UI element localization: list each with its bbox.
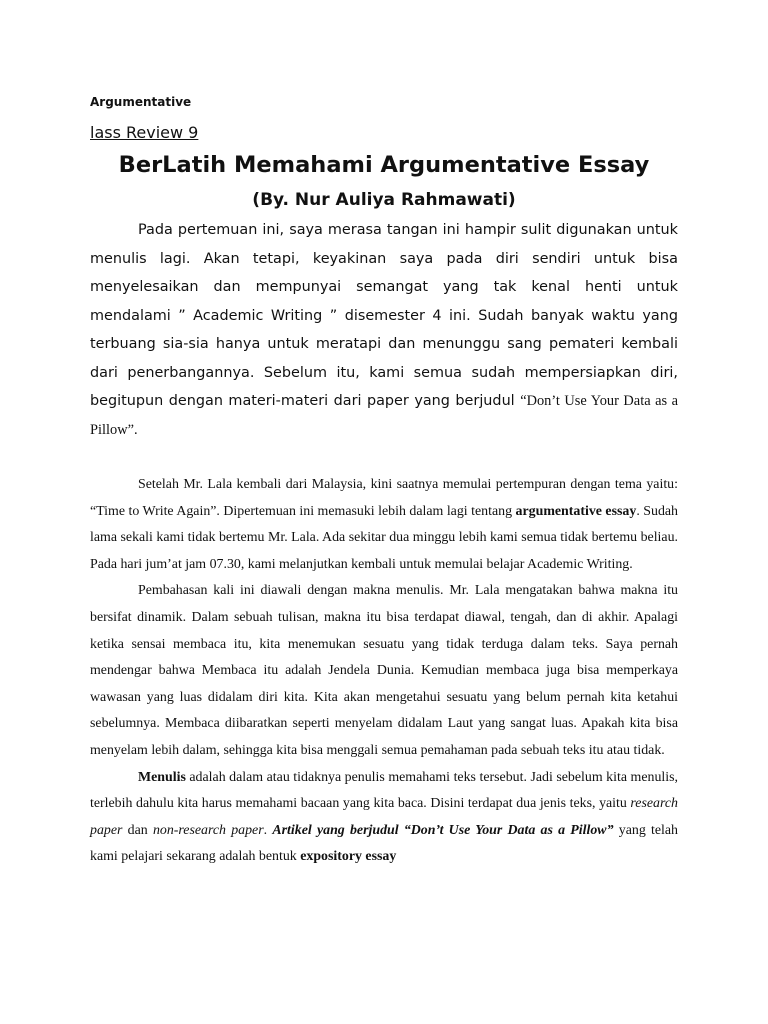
- paragraph-2: [90, 578, 678, 764]
- paragraph-3: [90, 765, 678, 871]
- document-title: BerLatih Memahami Argumentative Essay: [118, 152, 650, 178]
- intro-paragraph: [90, 216, 678, 444]
- p3-italic-research: research paper: [90, 796, 678, 838]
- p3-bold-menulis: Menulis: [138, 769, 186, 785]
- p3-italic-nonresearch: non-research paper: [152, 822, 264, 838]
- p1-text-a: Setelah Mr. Lala kembali dari Malaysia, kini saatnya memulai pertempuran dengan tema yaitu: “Time to Write Again”. Dipertemuan ini memasuki lebih dalam lagi tentang: [90, 477, 678, 519]
- paragraph-1: [90, 472, 678, 578]
- author-line: (By. Nur Auliya Rahmawati): [252, 190, 516, 210]
- p3-text-b: adalah dalam atau tidaknya penulis memahami teks tersebut. Jadi sebelum kita menulis, terlebih dahulu kita harus memahami bacaan yang kita baca. Disini terdapat dua jenis teks, yaitu: [90, 769, 678, 812]
- document-page: [90, 92, 678, 871]
- p3-text-d: dan: [122, 822, 153, 838]
- p3-text-f: .: [263, 822, 273, 838]
- class-review-heading: lass Review 9: [90, 123, 199, 142]
- p3-text-h: yang telah kami pelajari sekarang adalah bentuk: [90, 822, 678, 865]
- intro-paper-title: “Don’t Use Your Data as a Pillow”.: [90, 393, 678, 438]
- p1-bold-term: argumentative essay: [515, 503, 637, 519]
- p3-bold-italic-article: Artikel yang berjudul “Don’t Use Your Data as a Pillow”: [272, 822, 614, 838]
- p3-bold-expository: expository essay: [300, 849, 397, 865]
- header-label: Argumentative: [90, 95, 192, 109]
- p2-text: Pembahasan kali ini diawali dengan makna menulis. Mr. Lala mengatakan bahwa makna itu bersifat dinamik. Dalam sebuah tulisan, makna itu bisa terdapat diawal, tengah, dan di akhir. Apalagi ketika sensai membaca itu, kita menemukan sesuatu yang tidak terduga dalam teks. Saya pernah mendengar bahwa Membaca itu adalah Jendela Dunia. Kemudian membaca juga bisa memperkaya wawasan yang luas didalam diri kita. Kita akan mengetahui sesuatu yang belum pernah kita ketahui sebelumnya. Membaca diibaratkan seperti menyelam didalam Laut yang sangat luas. Apakah kita bisa menyelam lebih dalam, sehingga kita bisa menggali semua pemahaman pada sebuah teks itu atau tidak.: [90, 583, 678, 758]
- intro-text: Pada pertemuan ini, saya merasa tangan ini hampir sulit digunakan untuk menulis lagi. Akan tetapi, keyakinan saya pada diri sendiri untuk bisa menyelesaikan dan mempunyai semangat yang tak kenal henti untuk mendalami ” Academic Writing ” disemester 4 ini. Sudah banyak waktu yang terbuang sia-sia hanya untuk meratapi dan menunggu sang pemateri kembali dari penerbangannya. Sebelum itu, kami semua sudah mempersiapkan diri, begitupun dengan materi-materi dari paper yang berjudul: [90, 222, 678, 409]
- p1-text-c: . Sudah lama sekali kami tidak bertemu Mr. Lala. Ada sekitar dua minggu lebih kami semua tidak bertemu beliau. Pada hari jum’at jam 07.30, kami melanjutkan kembali untuk memulai belajar Academic Writing.: [90, 503, 679, 572]
